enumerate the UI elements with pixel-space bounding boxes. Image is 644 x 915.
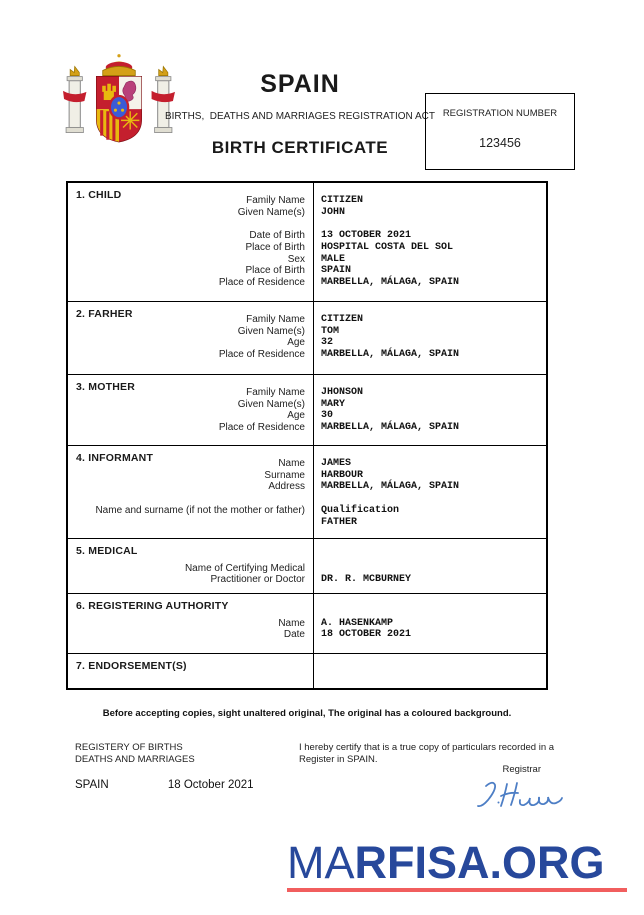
logo-bold-part: RFISA.ORG bbox=[354, 837, 605, 888]
section-mother-labels-cell bbox=[68, 375, 314, 445]
section-medical bbox=[68, 539, 546, 594]
field-label: Surname bbox=[264, 469, 305, 481]
field-value: SPAIN bbox=[321, 265, 352, 277]
field-value: Qualification bbox=[321, 504, 400, 516]
field-label: Date bbox=[283, 629, 305, 641]
field-value: A. HASENKAMP bbox=[321, 617, 394, 629]
registration-number-box bbox=[425, 93, 575, 170]
field-value bbox=[321, 551, 546, 563]
field-label: Name of Certifying Medical bbox=[184, 562, 305, 574]
footer-place: SPAIN bbox=[75, 779, 109, 791]
registration-number-label: REGISTRATION NUMBER bbox=[442, 108, 558, 119]
field-value: 13 OCTOBER 2021 bbox=[321, 230, 412, 242]
field-value: MARBELLA, MÁLAGA, SPAIN bbox=[321, 481, 460, 493]
section-registering-authority-values-cell bbox=[314, 594, 546, 653]
registry-line-2: DEATHS AND MARRIAGES bbox=[75, 754, 195, 765]
field-label bbox=[68, 218, 305, 230]
field-label: Place of Residence bbox=[218, 276, 305, 288]
field-value: MARY bbox=[321, 398, 346, 410]
section-child bbox=[68, 183, 546, 302]
section-child-labels-cell bbox=[68, 183, 314, 301]
field-label: Name bbox=[278, 617, 305, 629]
field-value bbox=[321, 493, 546, 505]
registry-block bbox=[75, 742, 195, 766]
field-label: Given Name(s) bbox=[237, 206, 305, 218]
section-title: 3. MOTHER bbox=[76, 381, 135, 393]
field-label: Date of Birth bbox=[249, 230, 305, 242]
registrar-signature-icon bbox=[470, 778, 570, 814]
field-label bbox=[68, 517, 305, 529]
field-label: Given Name(s) bbox=[237, 398, 305, 410]
logo-underline bbox=[287, 888, 627, 892]
field-label: Name and surname (if not the mother or father) bbox=[95, 504, 305, 516]
section-informant bbox=[68, 446, 546, 539]
section-father bbox=[68, 302, 546, 375]
field-label: Practitioner or Doctor bbox=[210, 574, 305, 586]
field-value: MALE bbox=[321, 253, 346, 265]
field-value bbox=[321, 563, 546, 575]
field-value: 32 bbox=[321, 337, 334, 349]
spain-coat-of-arms-icon bbox=[62, 52, 176, 146]
section-endorsements-values-cell bbox=[314, 654, 546, 688]
field-label: Family Name bbox=[246, 314, 305, 325]
section-title: 5. MEDICAL bbox=[76, 545, 138, 557]
section-endorsements-labels-cell bbox=[68, 654, 314, 688]
field-value: MARBELLA, MÁLAGA, SPAIN bbox=[321, 349, 460, 361]
certificate-title: BIRTH CERTIFICATE bbox=[211, 138, 389, 157]
field-value: HARBOUR bbox=[321, 469, 364, 481]
field-value: MARBELLA, MÁLAGA, SPAIN bbox=[321, 276, 460, 288]
field-value: 18 OCTOBER 2021 bbox=[321, 629, 412, 641]
section-father-values-cell bbox=[314, 302, 546, 374]
field-label: Name bbox=[278, 458, 305, 469]
field-label: Given Name(s) bbox=[237, 325, 305, 337]
section-title: 6. REGISTERING AUTHORITY bbox=[76, 600, 229, 612]
field-value: 30 bbox=[321, 410, 334, 422]
section-medical-labels-cell bbox=[68, 539, 314, 593]
field-label: Place of Residence bbox=[218, 349, 305, 361]
field-value: MARBELLA, MÁLAGA, SPAIN bbox=[321, 422, 460, 434]
field-label: Address bbox=[268, 481, 305, 493]
field-value: HOSPITAL COSTA DEL SOL bbox=[321, 241, 454, 253]
section-title: 1. CHILD bbox=[76, 189, 122, 201]
section-medical-values-cell bbox=[314, 539, 546, 593]
field-value: CITIZEN bbox=[321, 314, 364, 325]
field-label: Family Name bbox=[246, 195, 305, 206]
field-value: JAMES bbox=[321, 458, 352, 469]
section-father-labels-cell bbox=[68, 302, 314, 374]
site-logo[interactable] bbox=[287, 837, 637, 892]
field-value: FATHER bbox=[321, 516, 358, 528]
certify-statement: I hereby certify that is a true copy of particulars recorded in a Register in SPAIN. bbox=[299, 742, 555, 765]
logo-light-part: MA bbox=[287, 837, 355, 888]
field-value: CITIZEN bbox=[321, 195, 364, 206]
section-endorsements bbox=[68, 654, 546, 688]
field-value bbox=[321, 218, 546, 230]
field-label: Place of Birth bbox=[245, 265, 305, 277]
section-informant-values-cell bbox=[314, 446, 546, 538]
registration-number-value: 123456 bbox=[479, 136, 521, 150]
section-registering-authority bbox=[68, 594, 546, 654]
field-label: Place of Birth bbox=[245, 241, 305, 253]
certificate-table bbox=[66, 181, 548, 690]
field-label: Place of Residence bbox=[218, 422, 305, 434]
registrar-label: Registrar bbox=[502, 764, 541, 775]
country-title: SPAIN bbox=[260, 70, 340, 98]
field-value bbox=[321, 606, 546, 618]
section-registering-authority-labels-cell bbox=[68, 594, 314, 653]
field-label: Age bbox=[287, 410, 305, 422]
field-label bbox=[68, 493, 305, 505]
section-mother bbox=[68, 375, 546, 446]
copy-notice: Before accepting copies, sight unaltered original, The original has a coloured background. bbox=[102, 708, 512, 719]
field-value: TOM bbox=[321, 325, 340, 337]
section-child-values-cell bbox=[314, 183, 546, 301]
section-title: 7. ENDORSEMENT(S) bbox=[76, 660, 187, 672]
act-line: BIRTHS, DEATHS AND MARRIAGES REGISTRATION ACT bbox=[164, 111, 436, 122]
section-informant-labels-cell bbox=[68, 446, 314, 538]
field-value: JHONSON bbox=[321, 387, 364, 398]
registry-line-1: REGISTERY OF BIRTHS bbox=[75, 742, 183, 753]
field-value: JOHN bbox=[321, 206, 346, 218]
section-title: 2. FARHER bbox=[76, 308, 133, 320]
footer-date: 18 October 2021 bbox=[167, 779, 254, 791]
field-label: Family Name bbox=[246, 387, 305, 398]
site-logo-text bbox=[287, 837, 637, 888]
section-mother-values-cell bbox=[314, 375, 546, 445]
place-date-line bbox=[75, 779, 254, 791]
field-label: Sex bbox=[287, 253, 305, 265]
section-title: 4. INFORMANT bbox=[76, 452, 154, 464]
field-label: Age bbox=[287, 337, 305, 349]
field-value: DR. R. MCBURNEY bbox=[321, 574, 412, 586]
